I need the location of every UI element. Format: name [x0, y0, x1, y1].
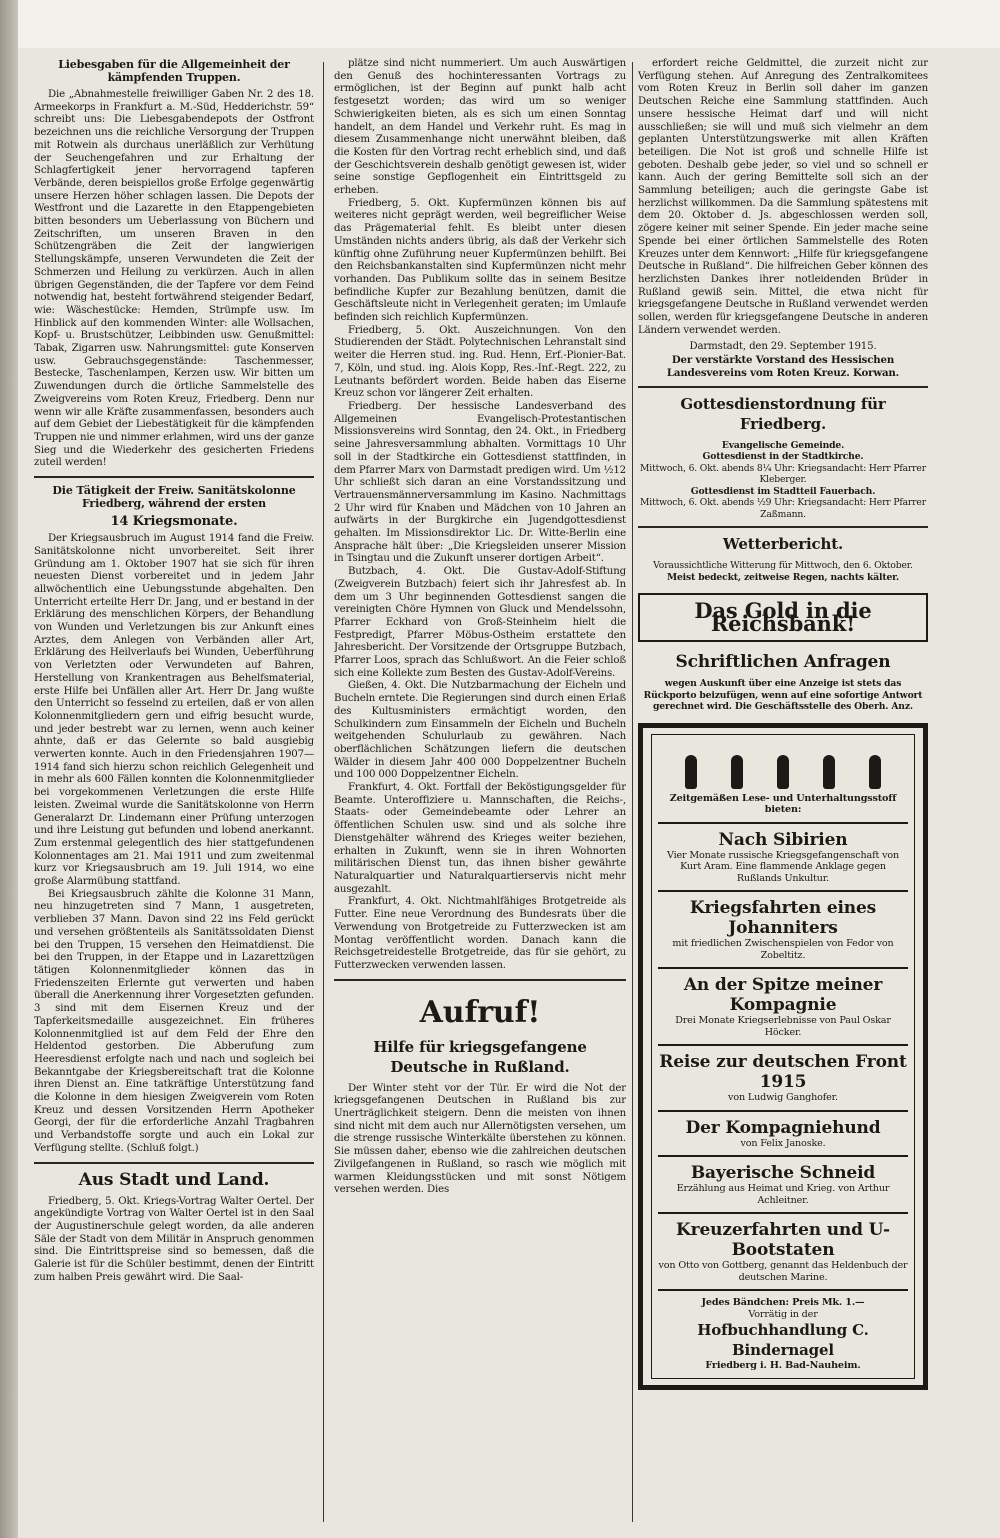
book-subtitle: von Ludwig Ganghofer.: [728, 1092, 838, 1104]
weather-line: Voraussichtliche Witterung für Mittwoch, den 6. Oktober.: [653, 560, 913, 572]
appeal-signature: Der verstärkte Vorstand des Hessischen Landesvereins vom Roten Kreuz. Korwan.: [666, 354, 900, 379]
bookshop-advertisement: [638, 723, 928, 1390]
ad-rule: [658, 1212, 908, 1214]
inquiry-text: wegen Auskunft über eine Anzeige ist stets das Rückporto beizufügen, wenn auf eine sofortige Antwort gerechnet wird. Die Geschäftsstelle des Oberh. Anz.: [643, 678, 923, 713]
appeal-subtitle: Hilfe für kriegsgefangene Deutsche in Rußland.: [373, 1037, 587, 1076]
page-top-margin: [18, 0, 1000, 48]
article-text: Butzbach, 4. Okt. Die Gustav-Adolf-Stiftung (Zweigverein Butzbach) feiert sich ihr Jahresfest ab. In dem um 3 Uhr beginnenden Gottesdienst sangen die vereinigten Chöre Hymnen von Gluck und Mendelssohn, Pfarrer Eckhard von Groß-Steinheim hielt die Festpredigt, Pfarrer Möbus-Ostheim erstattete den Jahresbericht. Der Vorsitzende der Ortsgruppe Butzbach, Pfarrer Loos, sprach das Schlußwort. An die Feier schloß sich eine Kollekte zum Besten des Gustav-Adolf-Vereins.: [334, 566, 626, 679]
book-title: An der Spitze meiner Kompagnie: [683, 975, 883, 1016]
article-text: Friedberg, 5. Okt. Auszeichnungen. Von den Studierenden der Städt. Polytechnischen Lehranstalt sind weiter die Herren stud. ing. Rud. Henn, Erf.-Pionier-Bat. 7, Köln, und stud. ing. Alois Kopp, Res.-Inf.-Regt. 222, zu Leutnants befördert worden. Beide haben das Eiserne Kreuz schon vor längerer Zeit erhalten.: [334, 324, 626, 400]
appeal-date: Darmstadt, den 29. September 1915.: [689, 341, 877, 353]
book-title: Der Kompagniehund: [685, 1117, 881, 1138]
column-rule-2: [632, 62, 633, 1522]
book-title: Reise zur deutschen Front 1915: [659, 1052, 907, 1093]
weather-heading: Wetterbericht.: [722, 535, 844, 554]
service-subheading: Evangelische Gemeinde.: [721, 439, 845, 451]
book-subtitle: von Otto von Gottberg, genannt das Heldenbuch der deutschen Marine.: [658, 1260, 908, 1283]
gold-notice: Das Gold in die Reichsbank!: [694, 598, 872, 636]
ad-city: Friedberg i. H. Bad-Nauheim.: [705, 1360, 861, 1372]
article-text: Die „Abnahmestelle freiwilliger Gaben Nr. 2 des 18. Armeekorps in Frankfurt a. M.-Süd, Hedderichstr. 59“ schreibt uns: Die Liebesgabendepots der Ostfront bezeichnen uns die reichliche Versorgung der Truppen mit Rotwein als durchaus unerläßlich zur Verhütung der Seuchengefahren und zur Erhaltung der Schlagfertigkeit jener hervorragend tapferen Verbände, deren beispiellos große Erfolge gegenwärtig unsere Herzen höher schlagen lassen. Die Depots der Westfront und die Lazarette in den Etappengebieten bitten besonders um Ueberlassung von Büchern und Zeitschriften, um unseren Braven in den Schützengräben die Zeit der langwierigen Stellungskämpfe, unseren Verwundeten die Zeit der Schmerzen und Heilung zu verkürzen. Auch in allen übrigen Gegenständen, die der Tapfere vor dem Feind notwendig hat, besteht fortwährend steigender Bedarf, wie: Wäschestücke: Hemden, Strümpfe usw. Im Hinblick auf den kommenden Winter: alle Wollsachen, Kopf- u. Brustschützer, Leibbinden usw. Genußmittel: Tabak, Zigarren usw. Nahrungsmittel: gute Konserven usw. Gebrauchsgegenstände: Taschenmesser, Bestecke, Taschenlampen, Kerzen usw. Wir bitten um Zuwendungen durch die örtliche Sammelstelle des Zweigvereins vom Roten Kreuz, Friedberg. Denn nur wenn wir alle Kräfte zusammenfassen, besonders auch auf dem Gebiet der Liebestätigkeit für die kämpfenden Truppen nie und nimmer erlahmen, wird uns der ganze Sieg und die Wiederkehr des gesicherten Friedens zuteil werden!: [34, 89, 314, 469]
ad-rule: [658, 1110, 908, 1112]
gold-notice-box: [638, 593, 928, 642]
book-subtitle: Vier Monate russische Kriegsgefangenschaft von Kurt Aram. Eine flammende Anklage gegen Rußlands Unkultur.: [666, 849, 900, 884]
book-subtitle: mit friedlichen Zwischenspielen von Fedor von Zobeltitz.: [672, 938, 894, 961]
service-line: Mittwoch, 6. Okt. abends 8¼ Uhr: Kriegsandacht: Herr Pfarrer Kleberger.: [640, 462, 926, 486]
article-text: Friedberg, 5. Okt. Kupfermünzen können bis auf weiteres nicht geprägt werden, weil begreiflicher Weise das Prägematerial fehlt. Es bleibt unter diesen Umständen nichts anders übrig, als daß der Verkehr sich künftig ohne Zuführung neuer Kupfermünzen behilft. Bei den Reichsbankanstalten sind Kupfermünzen nicht mehr vorhanden. Das Publikum sollte das in seinem Besitze befindliche Kupfer zur Bezahlung benützen, damit die Geschäftsleute nicht in Verlegenheit geraten; im Umlaufe befinden sich reichlich Kupfermünzen.: [334, 197, 626, 324]
article-text: Gießen, 4. Okt. Die Nutzbarmachung der Eicheln und Bucheln erntete. Die Regierungen sind durch einen Erlaß des Kultusministers ermächtigt worden, den Schulkindern zum Einsammeln der Eicheln und Bucheln weitgehenden Schulurlaub zu gewähren. Nach oberflächlichen Schätzungen liefern die deutschen Wälder in diesem Jahr 400 000 Doppelzentner Bucheln und 100 000 Doppelzentner Eicheln.: [334, 680, 626, 781]
article-text: Friedberg, 5. Okt. Kriegs-Vortrag Walter Oertel. Der angekündigte Vortrag von Walter Oertel ist in den Saal der Augustinerschule gelegt worden, da alle anderen Säle der Stadt von dem Militär in Anspruch genommen sind. Die Eintrittspreise sind so bemessen, daß die Galerie ist für die Schüler bestimmt, denen der Eintritt zum halben Preis gewährt wird. Die Saal-: [34, 1195, 314, 1283]
weather-line: Meist bedeckt, zeitweise Regen, nachts kälter.: [666, 571, 900, 583]
book-subtitle: von Felix Janoske.: [740, 1137, 826, 1149]
ad-stock: Vorrätig in der: [748, 1308, 818, 1320]
service-subheading: Gottesdienst in der Stadtkirche.: [702, 451, 864, 463]
book-subtitle: Drei Monate Kriegserlebnisse von Paul Oskar Höcker.: [675, 1015, 891, 1038]
newspaper-page: [18, 48, 1000, 1538]
ad-rule: [658, 1155, 908, 1157]
advertisement-inner: [651, 734, 915, 1379]
ad-rule: [658, 967, 908, 969]
book-subtitle: Erzählung aus Heimat und Krieg. von Arthur Achleitner.: [676, 1183, 890, 1206]
separator: [638, 386, 928, 388]
service-line: Mittwoch, 6. Okt. abends ½9 Uhr: Kriegsandacht: Herr Pfarrer Zaßmann.: [640, 497, 926, 520]
article-text: Der Kriegsausbruch im August 1914 fand die Freiw. Sanitätskolonne nicht unvorbereitet. Seit ihrer Gründung am 1. Oktober 1907 hat sie sich für ihren neuesten Dienst vorbereitet und in jedem Jahr allwöchentlich eine Uebungsstunde abgehalten. Den Unterricht erteilte Herr Dr. Jang, und er bestand in der Erklärung des menschlichen Körpers, der Behandlung von Wunden und Verletzungen bis zur Ankunft eines Arztes, dem Anlegen von Verbänden aller Art, Erklärung des Heilverlaufs bei Wunden, Ueberführung von Verletzten oder Verwundeten auf Bahren, Herstellung von Krankentragen aus Behelfsmaterial, erste Hilfe bei Unfällen aller Art. Herr Dr. Jang wußte den Unterricht so fesselnd zu erteilen, daß er von allen Kolonnenmitgliedern gern und eifrig besucht wurde, und jeder bestrebt war zu lernen, wenn auch keiner ahnte, daß er das Gelernte so bald ausgiebig verwerten konnte. Auch in den Friedensjahren 1907—1914 fand sich hierzu schon reichlich Gelegenheit und in mehr als 600 Fällen konnten die Kolonnenmitglieder bei vorgekommenen Verletzungen die erste Hilfe leisten. Zweimal wurde die Sanitätskolonne von Herrn Generalarzt Dr. Lindemann einer Prüfung unterzogen und ihre Leistung gut befunden und lobend anerkannt. Zum erstenmal gelegentlich des hier stattgefundenen Kolonnentages am 21. Mai 1911 und zum zweitenmal kurz vor Kriegsausbruch am 19. Juli 1914, wo eine große Alarmübung stattfand.: [34, 533, 314, 888]
article-text: Bei Kriegsausbruch zählte die Kolonne 31 Mann, neu hinzugetreten sind 7 Mann, 1 ausgetreten, verblieben 37 Mann. Davon sind 22 ins Feld gerückt und versehen größtenteils als Sanitätssoldaten Dienst bei den Truppen, 15 versehen den Heimatdienst. Die bei den Truppen, in der Etappe und in Lazarettzügen tätigen Kolonnenmitglieder können das in Friedenszeiten Erlernte gut verwerten und haben überall die Anerkennung ihrer Vorgesetzten gefunden. 3 sind mit dem Eisernen Kreuz und der Tapferkeitsmedaille ausgezeichnet. Ein früheres Kolonnenmitglied ist auf dem Feld der Ehre den Heldentod gestorben. Die Abberufung zum Heeresdienst erfolgte nach und nach und sogleich bei Bekanntgabe der Kriegsbereitschaft trat die Kolonne ihren Dienst an. Eine tatkräftige Unterstützung fand die Kolonne in dem hiesigen Zweigverein vom Roten Kreuz und dessen Vorsitzenden Herrn Apotheker Georgi, der für die erforderliche Anzahl Tragbahren und Verbandstoffe sorgte und auch ein Lokal zur Verfügung stellte. (Schluß folgt.): [34, 888, 314, 1154]
service-heading: Gottesdienstordnung für Friedberg.: [680, 394, 886, 433]
column-1: [34, 58, 314, 1538]
shell-icon: [685, 755, 697, 789]
article-text: Frankfurt, 4. Okt. Fortfall der Beköstigungsgelder für Beamte. Unteroffiziere u. Mannschaften, die Reichs-, Staats- oder Gemeindebeamte oder Lehrer an öffentlichen Schulen usw. sind und als solche ihre Dienstgehälter während des Krieges weiter beziehen, erhalten in Zukunft, wenn sie in ihren Wohnorten militärischen Dienst tun, das ihnen bisher gewährte Naturalquartier und Naturalquartierservis nicht mehr ausgezahlt.: [334, 782, 626, 895]
appeal-text: Der Winter steht vor der Tür. Er wird die Not der kriegsgefangenen Deutschen in Rußland bis zur Unerträglichkeit steigern. Denn die meisten von ihnen sind nicht mit dem auch nur Allernötigsten versehen, um die strenge russische Winterkälte überstehen zu können. Sie müssen daher, ebenso wie die zahlreichen deutschen Zivilgefangenen in Rußland, so rasch wie möglich mit warmen Kleidungsstücken und mit sonst Nötigem versehen werden. Dies: [334, 1082, 626, 1196]
book-title: Bayerische Schneid: [690, 1163, 876, 1184]
book-title: Kreuzerfahrten und U-Bootstaten: [676, 1220, 890, 1261]
section-heading: Aus Stadt und Land.: [78, 1169, 270, 1190]
separator: [34, 476, 314, 478]
article-text: plätze sind nicht nummeriert. Um auch Auswärtigen den Genuß des hochinteressanten Vortrags zu ermöglichen, ist der Beginn auf punkt halb acht festgesetzt worden; das wird um so weniger Schwierigkeiten bieten, als es sich um einen Sonntag handelt, an dem Handel und Verkehr ruht. Es mag in diesem Zusammenhange nicht unerwähnt bleiben, daß die Kosten für den Vortrag recht erheblich sind, und daß der Geschichtsverein deshalb genötigt gewesen ist, wider seine sonstige Gepflogenheit ein Eintrittsgeld zu erheben.: [334, 58, 626, 197]
ad-rule: [658, 1044, 908, 1046]
ad-rule: [658, 1289, 908, 1291]
ad-rule: [658, 890, 908, 892]
separator: [334, 979, 626, 981]
ad-rule: [658, 822, 908, 824]
shell-icon: [777, 755, 789, 789]
separator: [34, 1162, 314, 1164]
shells-illustration: [668, 745, 898, 789]
article-headline: 14 Kriegsmonate.: [110, 514, 238, 530]
article-text: Friedberg. Der hessische Landesverband des Allgemeinen Evangelisch-Protestantischen Missionsvereins wird Sonntag, den 24. Okt., in Friedberg seine Jahresversammlung abhalten. Vormittags 10 Uhr soll in der Stadtkirche ein Gottesdienst stattfinden, in dem Pfarrer Marx von Darmstadt predigen wird. Um ½12 Uhr schließt sich daran an eine Vorstandssitzung und Vertrauensmännerversammlung im Kasino. Nachmittags 2 Uhr wird für Knaben und Mädchen von 10 Jahren an aufwärts in der Burgkirche ein Jugendgottesdienst gehalten. Im Missionsdirektor Lic. Dr. Witte-Berlin eine Ansprache hält über: „Die Kriegsleiden unserer Mission in Tsingtau und die Zukunft unserer dortigen Arbeit“.: [334, 400, 626, 565]
service-subheading: Gottesdienst im Stadtteil Fauerbach.: [690, 485, 876, 497]
column-rule-1: [323, 62, 324, 1522]
article-text: Frankfurt, 4. Okt. Nichtmahlfähiges Brotgetreide als Futter. Eine neue Verordnung des Bundesrats über die Verwendung von Brotgetreide zu Futterzwecken ist am Montag veröffentlicht worden. Danach kann die Reichsgetreidestelle Brotgetreide, das für sie gehört, zu Futterzwecken verwenden lassen.: [334, 896, 626, 971]
column-3: [638, 58, 928, 1538]
separator: [638, 526, 928, 528]
book-title: Nach Sibirien: [718, 829, 848, 850]
shell-icon: [823, 755, 835, 789]
ad-intro: Zeitgemäßen Lese- und Unterhaltungsstoff bieten:: [669, 792, 897, 816]
appeal-title: Aufruf!: [419, 994, 541, 1030]
book-title: Kriegsfahrten eines Johanniters: [689, 898, 877, 939]
article-headline: Liebesgaben für die Allgemeinheit der kämpfenden Truppen.: [58, 58, 290, 84]
shell-icon: [731, 755, 743, 789]
ad-price: Jedes Bändchen: Preis Mk. 1.—: [701, 1297, 865, 1309]
article-headline: Die Tätigkeit der Freiw. Sanitätskolonne Friedberg, während der ersten: [52, 484, 296, 511]
ad-shop: Hofbuchhandlung C. Bindernagel: [697, 1321, 869, 1360]
page-spine: [0, 0, 18, 1538]
shell-icon: [869, 755, 881, 789]
column-2: [334, 58, 626, 1538]
inquiry-heading: Schriftlichen Anfragen: [675, 652, 891, 673]
appeal-text: erfordert reiche Geldmittel, die zurzeit nicht zur Verfügung stehen. Auf Anregung des Zentralkomitees vom Roten Kreuz in Berlin soll daher im ganzen Deutschen Reiche eine Sammlung stattfinden. Auch unsere hessische Heimat darf und will nicht ausschließen; sie will und muß sich vielmehr an dem geplanten Unterstützungswerke mit allen Kräften beteiligen. Die Not ist groß und schnelle Hilfe ist geboten. Deshalb gebe jeder, so viel und so schnell er kann. Auch der gering Bemittelte soll sich an der Sammlung beteiligen; auch die geringste Gabe ist herzlichst willkommen. Da die Sammlung spätestens mit dem 20. Oktober d. Js. abgeschlossen werden soll, zögere keiner mit seiner Spende. Ein jeder mache seine Spende bei einer örtlichen Sammelstelle des Roten Kreuzes unter dem Kennwort: „Hilfe für kriegsgefangene Deutsche in Rußland“. Die hilfreichen Geber können des herzlichsten Dankes ihrer notleidenden Brüder in Rußland gewiß sein. Mittel, die etwa nicht für kriegsgefangene Deutsche in Rußland verwendet werden sollen, werden für kriegsgefangene Deutsche in anderen Ländern verwendet werden.: [638, 58, 928, 336]
